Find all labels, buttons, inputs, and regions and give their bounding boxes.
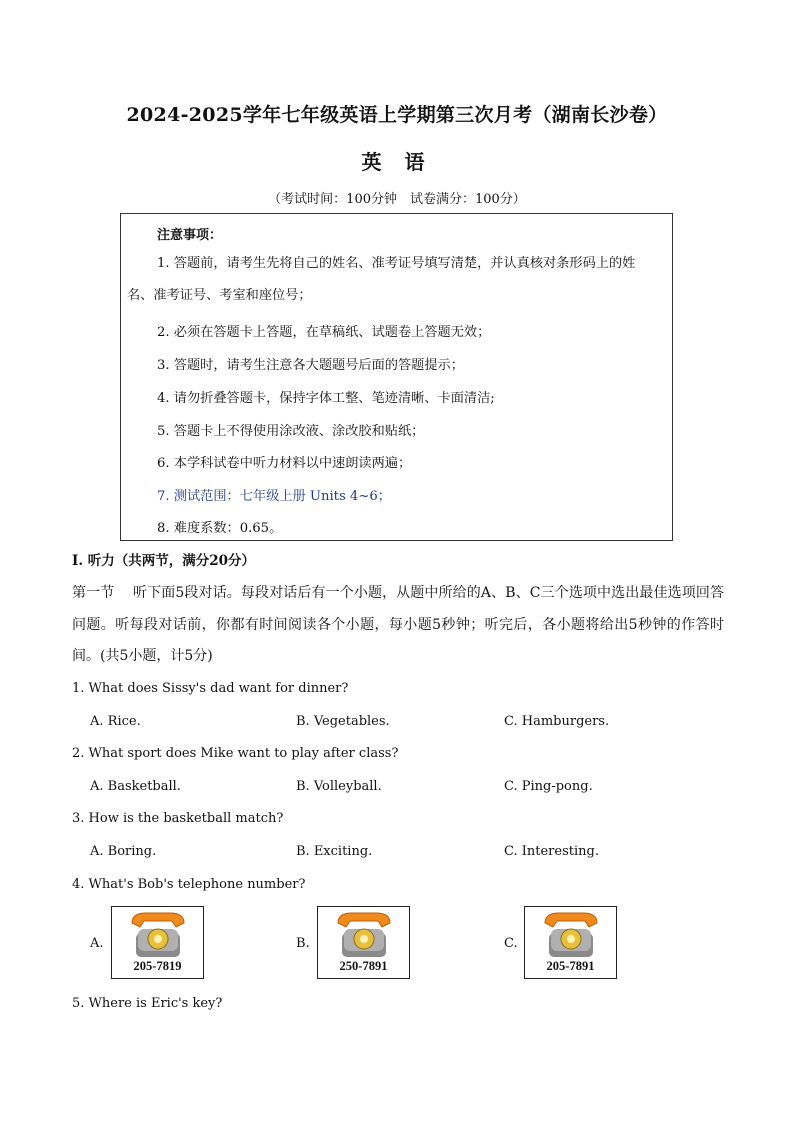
notice-title: 注意事项： [157, 228, 223, 243]
notice-item-6: 6. 本学科试卷中听力材料以中速朗读两遍； [157, 456, 412, 471]
q1-option-c[interactable]: C. Hamburgers. [504, 714, 610, 729]
q4-option-a-label[interactable]: A. [90, 936, 104, 951]
exam-title: 2024-2025学年七年级英语上学期第三次月考（湖南长沙卷） [126, 104, 668, 126]
notice-item-1: 1. 答题前，请考生先将自己的姓名、准考证号填写清楚，并认真核对条形码上的姓名、准考证号、考室和座位号； [127, 256, 636, 303]
question-5: 5. Where is Eric's key? [72, 996, 223, 1011]
question-1: 1. What does Sissy's dad want for dinner? [72, 681, 349, 696]
q4-phone-number-b: 250-7891 [339, 959, 388, 973]
q1-option-b[interactable]: B. Vegetables. [296, 714, 390, 729]
q2-option-c[interactable]: C. Ping-pong. [504, 779, 593, 794]
q2-option-a[interactable]: A. Basketball. [90, 779, 181, 794]
telephone-icon [126, 909, 190, 961]
telephone-icon [539, 909, 603, 961]
q4-phone-number-c: 205-7891 [546, 959, 595, 973]
q4-option-a-picture[interactable] [111, 906, 204, 979]
q3-option-b[interactable]: B. Exciting. [296, 844, 373, 859]
question-4: 4. What's Bob's telephone number? [72, 877, 306, 892]
section-heading: I. 听力（共两节，满分20分） [72, 553, 256, 569]
q4-option-b-picture[interactable] [317, 906, 410, 979]
telephone-icon [332, 909, 396, 961]
notice-item-2: 2. 必须在答题卡上答题，在草稿纸、试题卷上答题无效； [157, 325, 491, 340]
notice-item-5: 5. 答题卡上不得使用涂改液、涂改胶和贴纸； [157, 424, 425, 439]
q4-option-c-picture[interactable] [524, 906, 617, 979]
question-3: 3. How is the basketball match? [72, 811, 284, 826]
section-instructions: 第一节 听下面5段对话。每段对话后有一个小题，从题中所给的A、B、C三个选项中选出最佳选项回答问题。听每段对话前，你都有时间阅读各个小题，每小题5秒钟；听完后，各小题将给出5秒钟的作答时间。(共5小题，计5分) [72, 585, 724, 664]
question-2: 2. What sport does Mike want to play after class? [72, 746, 399, 761]
q2-option-b[interactable]: B. Volleyball. [296, 779, 382, 794]
q4-phone-number-a: 205-7819 [133, 959, 182, 973]
notice-item-3: 3. 答题时，请考生注意各大题题号后面的答题提示； [157, 358, 464, 373]
q3-option-c[interactable]: C. Interesting. [504, 844, 599, 859]
notice-item-7: 7. 测试范围：七年级上册 Units 4~6； [157, 489, 391, 504]
notice-item-8: 8. 难度系数：0.65。 [157, 521, 283, 536]
notice-item-4: 4. 请勿折叠答题卡，保持字体工整、笔迹清晰、卡面清洁; [157, 391, 495, 406]
q1-option-a[interactable]: A. Rice. [90, 714, 141, 729]
q4-option-b-label[interactable]: B. [296, 936, 310, 951]
notice-box [120, 213, 673, 541]
exam-info: （考试时间：100分钟 试卷满分：100分） [268, 192, 526, 207]
q4-option-c-label[interactable]: C. [504, 936, 518, 951]
q3-option-a[interactable]: A. Boring. [90, 844, 157, 859]
subject-title: 英 语 [361, 150, 433, 174]
